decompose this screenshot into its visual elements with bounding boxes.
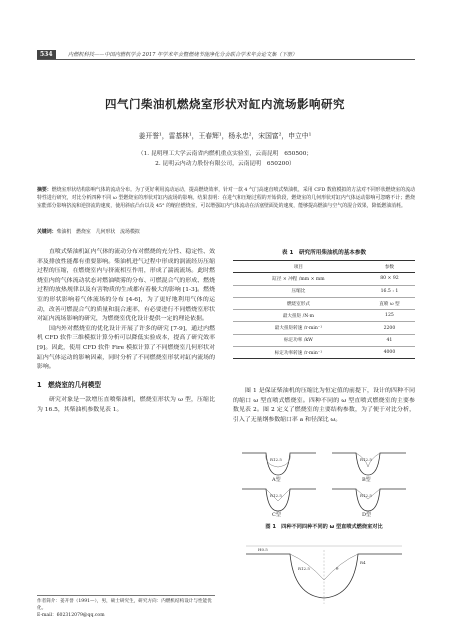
table-row: [233, 310, 415, 322]
chamber-b: [332, 453, 406, 483]
footnote: [37, 595, 215, 619]
table-cell: 最大扭矩转速 /r·min⁻¹: [233, 322, 364, 334]
chamber-a: [242, 453, 316, 483]
abstract-text: 燃烧室形状结构影响气体的流动分布。为了更好利用流动运动，提高燃烧效率，针对一款 4 气门高速直喷式柴油机，采用 CFD 数值模拟的方法对不同形状燃烧室的流动特性进行研究，对比分析四种不同 ω 型燃烧室的形状对缸内流场的影响。结果表明：在进气和压缩过程的开始阶段，燃烧室的几何形状对缸内气体运动影响可忽略不计；燃烧室能部分影响挤流和逆挤流的速度，使用斜底凸台以及 45° 的缩径燃烧室，可以增强缸内气体流动在活塞壁面处的速度，能够提高燃油与空气的混合效果，降低燃油消耗。: [37, 187, 415, 209]
figure-label: A型: [272, 477, 281, 483]
body-paragraph: 图 1 是保证柴油机的压缩比为恒定值的前提下，设计的四种不同的缩口 ω 型直喷式燃烧室。四种不同的 ω 型直喷式燃烧室的主要参数见表 2。图 2 定义了燃烧室的主要结构参数，为了便于对比分析，引入了无量纲参数缩口率 a 和径深比 ω。: [233, 388, 415, 423]
table-cell: 标定功率转速 /r·min⁻¹: [233, 347, 364, 359]
table-cell: 标定功率 /kW: [233, 334, 364, 346]
table-cell: 压缩比: [233, 285, 364, 297]
figure-label: D型: [362, 512, 372, 517]
figure-label: C型: [272, 512, 281, 517]
table-row: [233, 322, 415, 334]
table-row: [233, 273, 415, 285]
body-paragraph: 直喷式柴油机缸内气体的流动分布对燃烧的充分性、稳定性、效率及排放性能都有重要影响。柴油机进气过程中形成的涡流经历压缩过程的压缩，在燃烧室内与挤流相互作用，形成了湍流流场。此时燃烧室内的气体流动状态对燃油喷雾的分布、可燃混合气的形成、燃烧过程的放热规律以及有害物质的生成都有着极大的影响 [1-3]。燃烧室的形状影响着气体流场的分布 [4-6]，为了更好地利用气体的运动，改善可燃混合气的质量和混合速率，有必要进行不同燃烧室形状对缸内流场影响的研究，为燃烧室优化设计提供一定的理论依据。: [37, 249, 215, 323]
parameter-table: [233, 260, 415, 359]
page-number: 534: [37, 50, 56, 59]
dim-label: θ: [336, 566, 339, 571]
table-row: [233, 297, 415, 309]
keywords-text: 柴油机 燃烧室 几何形状 流场模拟: [56, 229, 140, 235]
dim-label: R12.5: [360, 457, 372, 462]
table-header: 参数: [364, 261, 415, 273]
dim-label: H0.5: [258, 547, 268, 552]
abstract: [37, 186, 415, 210]
body-paragraph: 国内外对燃烧室的优化设计开展了许多的研究 [7-9]，通过内燃机 CFD 软件三维模拟计算分析可以降低实验成本，提高了研究效率 [9]。因此，使用 CFD 软件 Fire 模拟计算了不同燃烧室几何形状对缸内气体运动的影响因素，同时分析了不同燃烧室形状对缸内流场的影响。: [37, 325, 215, 371]
left-column: [37, 248, 215, 416]
chamber-c: [242, 489, 316, 517]
table-title: 表 1 研究所用柴油机的基本参数: [281, 250, 367, 256]
table-cell: 直喷 ω 型: [364, 297, 415, 309]
table-cell: 16.5 : 1: [364, 285, 415, 297]
parameter-diagram: [246, 546, 402, 604]
table-header: 项目: [233, 261, 364, 273]
abstract-label: 摘要：: [37, 187, 52, 193]
affiliation-2: 2. 昆明云内动力股份有限公司，云南昆明 650200）: [155, 161, 295, 167]
dim-label: R12.5: [360, 493, 372, 498]
figure-1-caption: 图 1 四种不同四种不同的 ω 型直喷式燃烧室对比: [265, 524, 383, 530]
table-cell: 125: [364, 310, 415, 322]
table-cell: 4000: [364, 347, 415, 359]
dim-label: R12.5: [270, 493, 282, 498]
table-cell: 缸径 × 冲程 /mm × mm: [233, 273, 364, 285]
author-list: 姜开誉¹，雷基林¹，王春辉¹，杨永忠²，宋国富²，申立中¹: [138, 132, 312, 140]
table-cell: 最大扭矩 /N·m: [233, 310, 364, 322]
dim-label: R12.5: [270, 457, 282, 462]
footnote-bio: 作者简介：姜开誉（1991—），男，硕士研究生，研究方向：内燃机结构设计与性能优化。: [37, 599, 212, 611]
figure-2-structure-parameters: [238, 540, 410, 612]
table-row: [233, 347, 415, 359]
table-row: [233, 285, 415, 297]
table-cell: 燃烧室形式: [233, 297, 364, 309]
table-cell: 80 × 92: [364, 273, 415, 285]
right-column-text: [233, 387, 415, 425]
dim-label: R12.5: [298, 566, 310, 571]
figure-1-chamber-shapes: [238, 445, 410, 517]
paper-title: 四气门柴油机燃烧室形状对缸内流场影响研究: [105, 97, 345, 111]
keywords-label: 关键词：: [37, 229, 57, 235]
table-cell: 41: [364, 334, 415, 346]
dim-label: R4: [360, 560, 366, 565]
figure-label: B型: [362, 477, 371, 483]
section-heading: 1 燃烧室的几何模型: [37, 380, 101, 389]
chamber-d: [332, 489, 406, 517]
footnote-email: E-mail：602312079@qq.com: [37, 613, 105, 618]
table-cell: 2200: [364, 322, 415, 334]
keywords: [37, 228, 415, 236]
body-paragraph: 研究对象是一款增压直喷柴油机，燃烧室形状为 ω 型，压缩比为 16.5，其柴油机参数见表 1。: [37, 397, 215, 413]
table-row: [233, 334, 415, 346]
affiliation-1: （1. 昆明理工大学云南省内燃机重点实验室，云南昆明 650500；: [137, 151, 313, 157]
running-head: 内燃机科技——中国内燃机学会 2017 年学术年会暨燃烧节能净化分会联合学术年会论文集（下册）: [68, 52, 298, 58]
